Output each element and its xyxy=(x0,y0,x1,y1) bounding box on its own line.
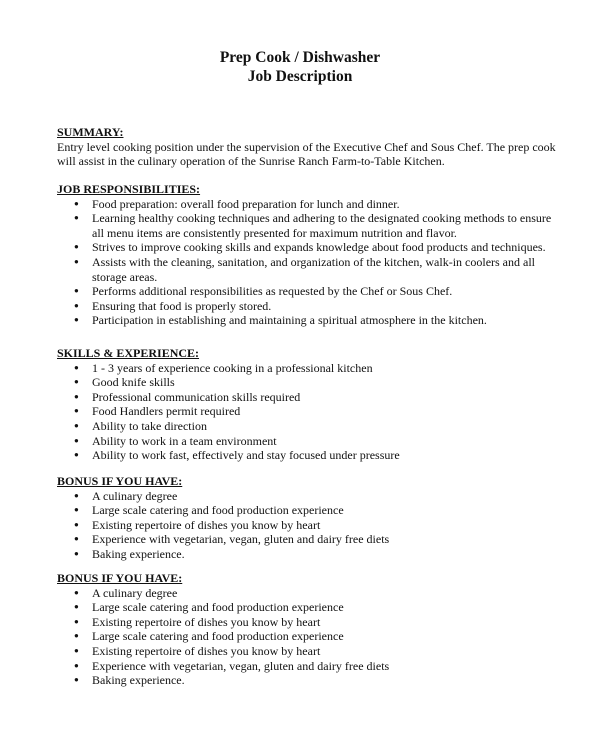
list-item: ● Large scale catering and food production experience xyxy=(57,503,557,518)
list-item: ● Ability to work in a team environment xyxy=(57,434,557,449)
summary-heading: SUMMARY: xyxy=(57,125,124,139)
list-item: ● Food Handlers permit required xyxy=(57,404,557,419)
document-subtitle: Job Description xyxy=(247,68,353,85)
document-title: Prep Cook / Dishwasher xyxy=(219,49,381,66)
bonus-list-2 xyxy=(57,586,557,688)
list-item: ● Large scale catering and food production experience xyxy=(57,629,557,644)
list-item: ● Existing repertoire of dishes you know by heart xyxy=(57,518,557,533)
list-item: ● Baking experience. xyxy=(57,673,557,688)
list-item: ● Experience with vegetarian, vegan, gluten and dairy free diets xyxy=(57,532,557,547)
list-item: ● Existing repertoire of dishes you know by heart xyxy=(57,644,557,659)
list-item: ● Large scale catering and food production experience xyxy=(57,600,557,615)
list-item: ● Ensuring that food is properly stored. xyxy=(57,299,557,314)
list-item: ● Professional communication skills required xyxy=(57,390,557,405)
list-item: ● A culinary degree xyxy=(57,489,557,504)
bonus-section-2 xyxy=(57,571,557,688)
list-item: ● Food preparation: overall food preparation for lunch and dinner. xyxy=(57,197,557,212)
list-item: ● Existing repertoire of dishes you know by heart xyxy=(57,615,557,630)
list-item: ● A culinary degree xyxy=(57,586,557,601)
bonus-section-1 xyxy=(57,474,557,562)
list-item: ● Strives to improve cooking skills and expands knowledge about food products and techniques. xyxy=(57,240,557,255)
bonus-heading-1: BONUS IF YOU HAVE: xyxy=(57,474,183,488)
responsibilities-list xyxy=(57,197,557,328)
skills-section xyxy=(57,346,557,463)
list-item: ● Performs additional responsibilities as requested by the Chef or Sous Chef. xyxy=(57,284,557,299)
list-item: ● Ability to take direction xyxy=(57,419,557,434)
list-item: ● Ability to work fast, effectively and stay focused under pressure xyxy=(57,448,557,463)
list-item: ● Good knife skills xyxy=(57,375,557,390)
list-item: ● Baking experience. xyxy=(57,547,557,562)
summary-section xyxy=(57,125,557,169)
list-item: ● Assists with the cleaning, sanitation, and organization of the kitchen, walk-in coolers and all storage areas. xyxy=(57,255,557,284)
list-item: ● 1 - 3 years of experience cooking in a professional kitchen xyxy=(57,361,557,376)
list-item: ● Learning healthy cooking techniques and adhering to the designated cooking methods to ensure all menu items are consistently presented for maximum nutrition and flavor. xyxy=(57,211,557,240)
summary-text: Entry level cooking position under the supervision of the Executive Chef and Sous Chef. The prep cook will assist in the culinary operation of the Sunrise Ranch Farm-to-Table Kitchen. xyxy=(57,139,556,169)
bonus-heading-2: BONUS IF YOU HAVE: xyxy=(57,571,183,585)
list-item: ● Participation in establishing and maintaining a spiritual atmosphere in the kitchen. xyxy=(57,313,557,328)
responsibilities-heading: JOB RESPONSIBILITIES: xyxy=(57,182,201,196)
list-item: ● Experience with vegetarian, vegan, gluten and dairy free diets xyxy=(57,659,557,674)
responsibilities-section xyxy=(57,182,557,328)
skills-list xyxy=(57,361,557,463)
bonus-list-1 xyxy=(57,489,557,562)
skills-heading: SKILLS & EXPERIENCE: xyxy=(57,346,200,360)
